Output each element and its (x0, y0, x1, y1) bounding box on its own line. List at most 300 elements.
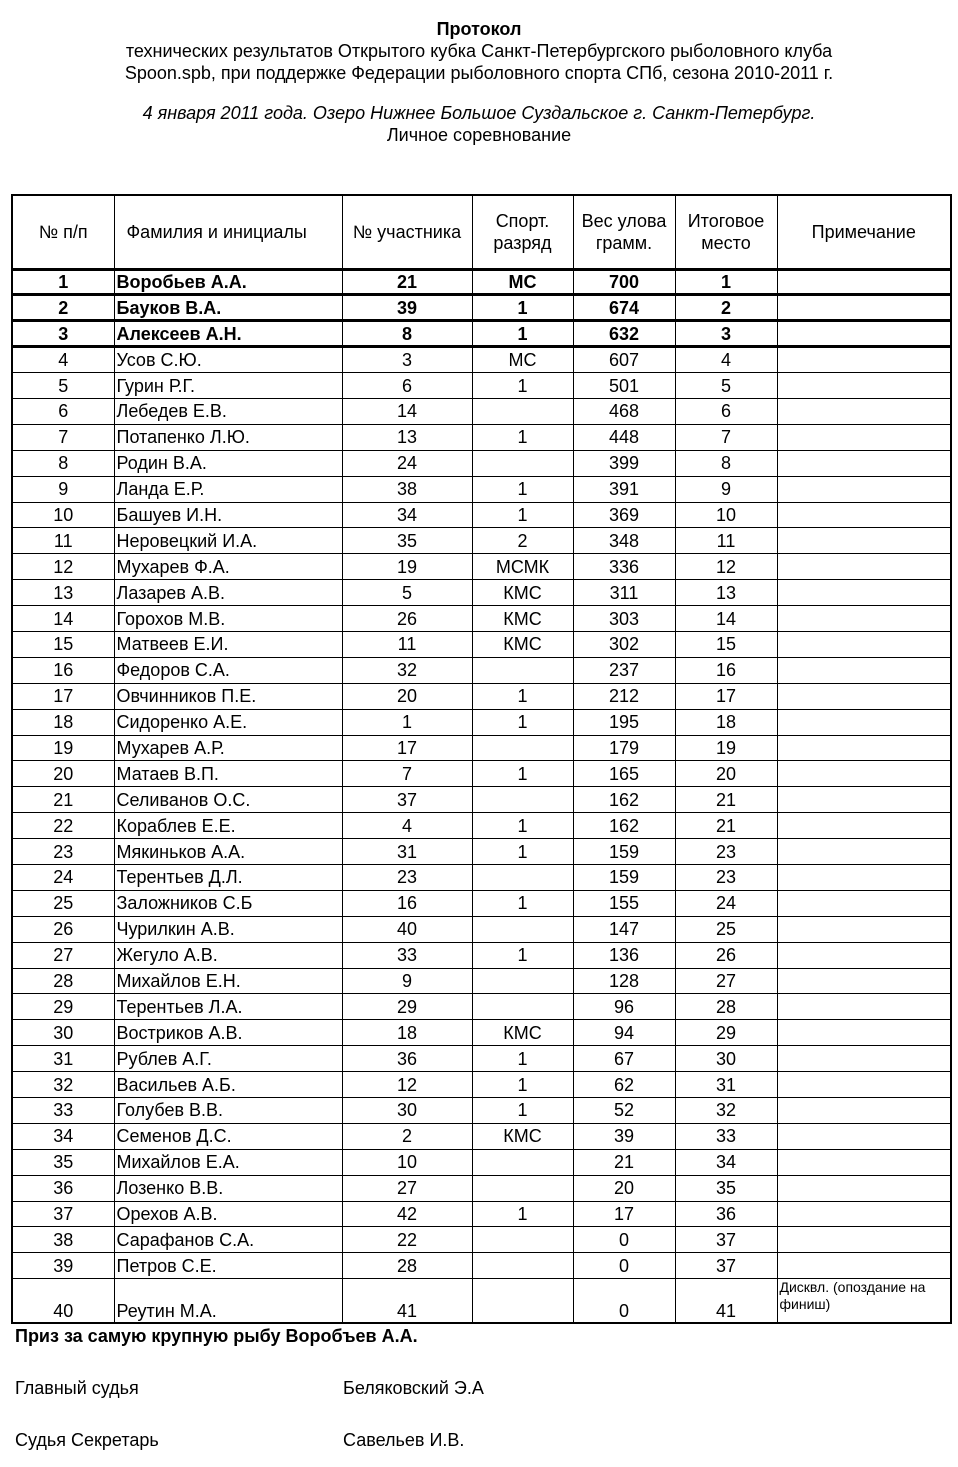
cell-note (777, 761, 951, 787)
table-row (12, 890, 951, 916)
cell-rank: 1 (472, 890, 573, 916)
cell-note (777, 1098, 951, 1124)
cell-rank: 1 (472, 502, 573, 528)
cell-num: 2 (12, 295, 114, 321)
cell-participant: 20 (342, 683, 472, 709)
cell-place: 16 (675, 657, 777, 683)
table-row (12, 476, 951, 502)
cell-place: 17 (675, 683, 777, 709)
cell-name: Михайлов Е.Н. (114, 968, 342, 994)
results-body (12, 269, 951, 1323)
cell-note (777, 1072, 951, 1098)
table-row (12, 606, 951, 632)
cell-rank: 1 (472, 1046, 573, 1072)
cell-participant: 16 (342, 890, 472, 916)
table-row (12, 554, 951, 580)
cell-rank (472, 657, 573, 683)
column-header-weight: Вес улова грамм. (573, 195, 675, 269)
table-row (12, 709, 951, 735)
cell-rank (472, 1175, 573, 1201)
cell-weight: 632 (573, 321, 675, 347)
cell-rank (472, 1253, 573, 1279)
cell-weight: 62 (573, 1072, 675, 1098)
cell-num: 27 (12, 942, 114, 968)
cell-name: Матаев В.П. (114, 761, 342, 787)
cell-place: 35 (675, 1175, 777, 1201)
cell-participant: 11 (342, 631, 472, 657)
cell-rank (472, 994, 573, 1020)
cell-note (777, 528, 951, 554)
prize-text: Приз за самую крупную рыбу Воробъев А.А. (15, 1326, 418, 1346)
cell-num: 7 (12, 424, 114, 450)
cell-place: 31 (675, 1072, 777, 1098)
cell-weight: 468 (573, 398, 675, 424)
cell-num: 22 (12, 813, 114, 839)
cell-rank: МСМК (472, 554, 573, 580)
cell-num: 16 (12, 657, 114, 683)
cell-participant: 32 (342, 657, 472, 683)
cell-rank: 1 (472, 942, 573, 968)
cell-note (777, 942, 951, 968)
cell-name: Петров С.Е. (114, 1253, 342, 1279)
table-row (12, 787, 951, 813)
cell-name: Мухарев А.Р. (114, 735, 342, 761)
cell-place: 14 (675, 606, 777, 632)
cell-num: 30 (12, 1020, 114, 1046)
cell-place: 13 (675, 580, 777, 606)
cell-note (777, 269, 951, 295)
table-row (12, 1020, 951, 1046)
cell-name: Воробьев А.А. (114, 269, 342, 295)
cell-name: Матвеев Е.И. (114, 631, 342, 657)
cell-note (777, 1175, 951, 1201)
cell-note (777, 968, 951, 994)
cell-participant: 13 (342, 424, 472, 450)
cell-rank: 1 (472, 373, 573, 399)
cell-name: Горохов М.В. (114, 606, 342, 632)
table-row (12, 864, 951, 890)
cell-place: 37 (675, 1253, 777, 1279)
subtitle-line-1: технических результатов Открытого кубка Санкт-Петербургского рыболовного клуба (125, 41, 833, 61)
cell-weight: 212 (573, 683, 675, 709)
cell-participant: 29 (342, 994, 472, 1020)
cell-weight: 348 (573, 528, 675, 554)
cell-place: 33 (675, 1123, 777, 1149)
cell-place: 23 (675, 864, 777, 890)
cell-weight: 159 (573, 839, 675, 865)
column-header-num: № п/п (12, 195, 114, 269)
cell-name: Бауков В.А. (114, 295, 342, 321)
chief-judge-name: Беляковский Э.А (343, 1378, 484, 1398)
cell-rank (472, 735, 573, 761)
cell-num: 24 (12, 864, 114, 890)
cell-weight: 336 (573, 554, 675, 580)
cell-participant: 37 (342, 787, 472, 813)
cell-participant: 34 (342, 502, 472, 528)
cell-participant: 6 (342, 373, 472, 399)
table-row (12, 813, 951, 839)
table-row (12, 580, 951, 606)
cell-note (777, 631, 951, 657)
cell-num: 34 (12, 1123, 114, 1149)
table-row (12, 1253, 951, 1279)
table-row (12, 1227, 951, 1253)
cell-note (777, 1253, 951, 1279)
cell-rank (472, 787, 573, 813)
cell-note (777, 580, 951, 606)
cell-num: 17 (12, 683, 114, 709)
cell-participant: 41 (342, 1279, 472, 1323)
cell-note (777, 890, 951, 916)
cell-num: 10 (12, 502, 114, 528)
cell-num: 35 (12, 1149, 114, 1175)
cell-rank: МС (472, 347, 573, 373)
cell-weight: 303 (573, 606, 675, 632)
cell-weight: 165 (573, 761, 675, 787)
cell-note (777, 373, 951, 399)
cell-weight: 52 (573, 1098, 675, 1124)
table-row (12, 839, 951, 865)
cell-rank: 1 (472, 813, 573, 839)
cell-num: 37 (12, 1201, 114, 1227)
cell-place: 29 (675, 1020, 777, 1046)
cell-num: 28 (12, 968, 114, 994)
cell-weight: 159 (573, 864, 675, 890)
cell-weight: 0 (573, 1227, 675, 1253)
date-place: 4 января 2011 года. Озеро Нижнее Большое Суздальское г. Санкт-Петербург. (142, 103, 816, 123)
cell-num: 40 (12, 1279, 114, 1323)
cell-name: Алексеев А.Н. (114, 321, 342, 347)
cell-weight: 155 (573, 890, 675, 916)
table-row (12, 916, 951, 942)
cell-participant: 9 (342, 968, 472, 994)
cell-weight: 162 (573, 813, 675, 839)
table-row (12, 761, 951, 787)
column-header-rank: Спорт. разряд (472, 195, 573, 269)
cell-note (777, 450, 951, 476)
cell-name: Федоров С.А. (114, 657, 342, 683)
cell-rank: 1 (472, 295, 573, 321)
cell-rank: КМС (472, 631, 573, 657)
table-row (12, 1098, 951, 1124)
column-header-place: Итоговое место (675, 195, 777, 269)
cell-rank: 2 (472, 528, 573, 554)
cell-participant: 21 (342, 269, 472, 295)
cell-participant: 39 (342, 295, 472, 321)
cell-participant: 40 (342, 916, 472, 942)
cell-name: Кораблев Е.Е. (114, 813, 342, 839)
cell-place: 7 (675, 424, 777, 450)
cell-place: 15 (675, 631, 777, 657)
cell-rank (472, 1227, 573, 1253)
cell-name: Рублев А.Г. (114, 1046, 342, 1072)
table-row (12, 1201, 951, 1227)
cell-participant: 22 (342, 1227, 472, 1253)
cell-name: Лазарев А.В. (114, 580, 342, 606)
cell-note (777, 683, 951, 709)
table-row (12, 631, 951, 657)
cell-participant: 23 (342, 864, 472, 890)
table-row (12, 968, 951, 994)
table-row (12, 295, 951, 321)
cell-place: 2 (675, 295, 777, 321)
cell-rank (472, 916, 573, 942)
document-title: Протокол (436, 19, 522, 39)
table-row (12, 1123, 951, 1149)
cell-num: 12 (12, 554, 114, 580)
cell-participant: 27 (342, 1175, 472, 1201)
cell-weight: 369 (573, 502, 675, 528)
cell-rank: КМС (472, 606, 573, 632)
cell-num: 25 (12, 890, 114, 916)
cell-rank (472, 450, 573, 476)
cell-name: Заложников С.Б (114, 890, 342, 916)
cell-rank (472, 1149, 573, 1175)
cell-place: 30 (675, 1046, 777, 1072)
cell-note (777, 1201, 951, 1227)
cell-num: 19 (12, 735, 114, 761)
cell-name: Башуев И.Н. (114, 502, 342, 528)
cell-place: 6 (675, 398, 777, 424)
cell-name: Орехов А.В. (114, 1201, 342, 1227)
cell-weight: 67 (573, 1046, 675, 1072)
cell-participant: 3 (342, 347, 472, 373)
cell-name: Терентьев Л.А. (114, 994, 342, 1020)
cell-note (777, 295, 951, 321)
cell-participant: 26 (342, 606, 472, 632)
table-row (12, 683, 951, 709)
cell-weight: 179 (573, 735, 675, 761)
cell-weight: 674 (573, 295, 675, 321)
cell-rank: 1 (472, 424, 573, 450)
cell-place: 5 (675, 373, 777, 399)
cell-num: 1 (12, 269, 114, 295)
cell-num: 23 (12, 839, 114, 865)
cell-rank: КМС (472, 1123, 573, 1149)
cell-participant: 2 (342, 1123, 472, 1149)
cell-note (777, 735, 951, 761)
cell-num: 33 (12, 1098, 114, 1124)
cell-note (777, 321, 951, 347)
table-row (12, 321, 951, 347)
cell-num: 14 (12, 606, 114, 632)
cell-weight: 448 (573, 424, 675, 450)
table-row (12, 1046, 951, 1072)
cell-name: Лозенко В.В. (114, 1175, 342, 1201)
cell-place: 32 (675, 1098, 777, 1124)
cell-num: 15 (12, 631, 114, 657)
cell-note (777, 1046, 951, 1072)
cell-place: 20 (675, 761, 777, 787)
cell-place: 34 (675, 1149, 777, 1175)
cell-place: 1 (675, 269, 777, 295)
cell-participant: 1 (342, 709, 472, 735)
table-row (12, 347, 951, 373)
cell-name: Мухарев Ф.А. (114, 554, 342, 580)
cell-participant: 12 (342, 1072, 472, 1098)
cell-note (777, 657, 951, 683)
cell-participant: 30 (342, 1098, 472, 1124)
cell-note (777, 398, 951, 424)
cell-num: 26 (12, 916, 114, 942)
cell-name: Овчинников П.Е. (114, 683, 342, 709)
cell-participant: 17 (342, 735, 472, 761)
cell-weight: 162 (573, 787, 675, 813)
column-header-participant: № участника (342, 195, 472, 269)
cell-name: Селиванов О.С. (114, 787, 342, 813)
table-row (12, 735, 951, 761)
cell-participant: 42 (342, 1201, 472, 1227)
cell-place: 18 (675, 709, 777, 735)
protocol-header (0, 18, 958, 146)
cell-participant: 4 (342, 813, 472, 839)
cell-weight: 311 (573, 580, 675, 606)
cell-num: 20 (12, 761, 114, 787)
cell-participant: 10 (342, 1149, 472, 1175)
cell-participant: 5 (342, 580, 472, 606)
cell-rank: МС (472, 269, 573, 295)
cell-place: 3 (675, 321, 777, 347)
cell-place: 24 (675, 890, 777, 916)
cell-weight: 0 (573, 1253, 675, 1279)
cell-note (777, 606, 951, 632)
cell-weight: 20 (573, 1175, 675, 1201)
cell-place: 27 (675, 968, 777, 994)
cell-note (777, 787, 951, 813)
table-row (12, 424, 951, 450)
cell-place: 4 (675, 347, 777, 373)
cell-place: 23 (675, 839, 777, 865)
cell-weight: 39 (573, 1123, 675, 1149)
cell-participant: 19 (342, 554, 472, 580)
cell-num: 8 (12, 450, 114, 476)
cell-participant: 28 (342, 1253, 472, 1279)
cell-name: Сидоренко А.Е. (114, 709, 342, 735)
cell-place: 21 (675, 813, 777, 839)
cell-num: 11 (12, 528, 114, 554)
cell-note (777, 347, 951, 373)
cell-place: 28 (675, 994, 777, 1020)
secretary-line (15, 1430, 464, 1451)
cell-num: 38 (12, 1227, 114, 1253)
cell-num: 31 (12, 1046, 114, 1072)
cell-num: 36 (12, 1175, 114, 1201)
cell-weight: 399 (573, 450, 675, 476)
cell-name: Ланда Е.Р. (114, 476, 342, 502)
secretary-name: Савельев И.В. (343, 1430, 465, 1450)
cell-weight: 237 (573, 657, 675, 683)
cell-weight: 147 (573, 916, 675, 942)
cell-weight: 302 (573, 631, 675, 657)
table-row (12, 1175, 951, 1201)
cell-weight: 700 (573, 269, 675, 295)
cell-participant: 8 (342, 321, 472, 347)
cell-participant: 31 (342, 839, 472, 865)
cell-participant: 7 (342, 761, 472, 787)
cell-name: Реутин М.А. (114, 1279, 342, 1323)
secretary-role: Судья Секретарь (15, 1430, 159, 1450)
cell-place: 10 (675, 502, 777, 528)
cell-rank: 1 (472, 1201, 573, 1227)
chief-judge-line (15, 1378, 484, 1399)
cell-num: 6 (12, 398, 114, 424)
cell-num: 13 (12, 580, 114, 606)
cell-name: Семенов Д.С. (114, 1123, 342, 1149)
cell-note (777, 1227, 951, 1253)
cell-rank (472, 1279, 573, 1323)
cell-rank (472, 864, 573, 890)
cell-place: 19 (675, 735, 777, 761)
cell-num: 21 (12, 787, 114, 813)
cell-place: 26 (675, 942, 777, 968)
cell-note (777, 994, 951, 1020)
cell-note (777, 1149, 951, 1175)
table-row (12, 1279, 951, 1323)
cell-note (777, 839, 951, 865)
cell-weight: 96 (573, 994, 675, 1020)
cell-weight: 195 (573, 709, 675, 735)
cell-rank: 1 (472, 1098, 573, 1124)
cell-name: Терентьев Д.Л. (114, 864, 342, 890)
cell-note (777, 1020, 951, 1046)
subtitle-line-2: Spoon.spb, при поддержке Федерации рыболовного спорта СПб, сезона 2010-2011 г. (124, 63, 834, 83)
cell-rank: 1 (472, 761, 573, 787)
cell-note (777, 864, 951, 890)
cell-weight: 607 (573, 347, 675, 373)
cell-place: 25 (675, 916, 777, 942)
table-row (12, 1149, 951, 1175)
cell-note (777, 424, 951, 450)
cell-name: Лебедев Е.В. (114, 398, 342, 424)
chief-judge-role: Главный судья (15, 1378, 139, 1398)
cell-weight: 94 (573, 1020, 675, 1046)
cell-place: 8 (675, 450, 777, 476)
cell-place: 41 (675, 1279, 777, 1323)
cell-participant: 36 (342, 1046, 472, 1072)
results-table (11, 194, 952, 1324)
cell-weight: 21 (573, 1149, 675, 1175)
table-row (12, 373, 951, 399)
cell-rank: 1 (472, 1072, 573, 1098)
cell-num: 5 (12, 373, 114, 399)
cell-num: 4 (12, 347, 114, 373)
cell-rank: КМС (472, 580, 573, 606)
cell-note (777, 554, 951, 580)
cell-place: 12 (675, 554, 777, 580)
cell-rank: 1 (472, 321, 573, 347)
cell-num: 18 (12, 709, 114, 735)
cell-place: 37 (675, 1227, 777, 1253)
cell-name: Сарафанов С.А. (114, 1227, 342, 1253)
table-row (12, 450, 951, 476)
cell-rank: 1 (472, 683, 573, 709)
cell-num: 32 (12, 1072, 114, 1098)
cell-weight: 501 (573, 373, 675, 399)
cell-rank: 1 (472, 476, 573, 502)
table-row (12, 994, 951, 1020)
table-row (12, 1072, 951, 1098)
cell-rank: 1 (472, 709, 573, 735)
cell-weight: 0 (573, 1279, 675, 1323)
cell-participant: 35 (342, 528, 472, 554)
cell-name: Неровецкий И.А. (114, 528, 342, 554)
cell-num: 29 (12, 994, 114, 1020)
cell-name: Мякиньков А.А. (114, 839, 342, 865)
cell-weight: 136 (573, 942, 675, 968)
cell-name: Усов С.Ю. (114, 347, 342, 373)
cell-num: 39 (12, 1253, 114, 1279)
table-header-row (12, 195, 951, 269)
